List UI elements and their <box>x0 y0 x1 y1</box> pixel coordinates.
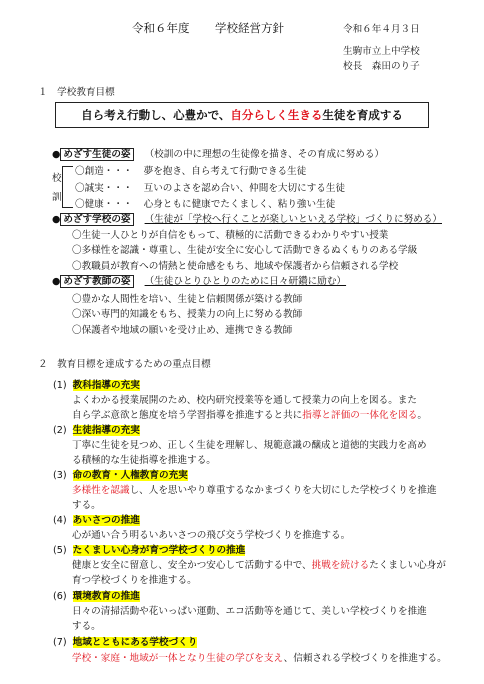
goal-title: 地域とともにある学校づくり <box>72 637 198 648</box>
goal-title: 教科指導の充実 <box>72 380 140 391</box>
list-item <box>75 196 335 210</box>
goal-1-line-2 <box>72 407 427 421</box>
goal-5-heading <box>53 542 245 556</box>
goal-number: (6) <box>53 591 67 602</box>
school-block-heading <box>52 211 442 225</box>
motto-text-start: 自ら考え行動し、心豊かで、 <box>81 108 231 122</box>
teachers-note: （生徒ひとりひとりのために日々研鑽に励む） <box>144 276 347 287</box>
goal-text: 自ら学ぶ意欲と態度を培う学習指導を推進すると共に <box>72 410 303 421</box>
goal-text-red: 学校・家庭・地域が一体となり生徒の学びを支え <box>72 653 284 664</box>
goal-title: たくましい心身が育つ学校づくりの推進 <box>72 545 246 556</box>
teachers-label: めざす教師の姿 <box>60 275 133 288</box>
list-item: 〇深い専門的知識をもち、授業力の向上に努める教師 <box>72 309 303 320</box>
section2-heading: ２ 教育目標を達成するための重点目標 <box>38 359 211 370</box>
goal-6-heading <box>53 588 140 602</box>
goal-5-line-2: 育つ学校づくりを推進する。 <box>72 575 197 586</box>
goal-title: 環境教育の推進 <box>72 591 140 602</box>
kokun-key: 〇創造・・・ <box>75 166 133 177</box>
kokun-bracket <box>62 166 73 208</box>
list-item: 〇保護者や地域の願いを受け止め、連携できる教師 <box>72 325 293 336</box>
school-label: めざす学校の姿 <box>60 213 133 226</box>
kokun-key: 〇健康・・・ <box>75 199 133 210</box>
kokun-char-2: 訓 <box>52 192 62 203</box>
bullet-icon: ● <box>52 214 61 225</box>
goal-number: (5) <box>53 545 67 556</box>
motto-text-end: 生徒を育成する <box>322 108 403 122</box>
goal-3-line-2: する。 <box>72 500 101 511</box>
goal-number: (1) <box>53 380 67 391</box>
list-item: 〇多様性を認識・尊重し、生徒が安全に安心して活動できるぬくもりのある学級 <box>72 245 418 256</box>
kokun-char-1: 校 <box>52 173 62 184</box>
list-item: 〇教職員が教育への情熱と使命感をもち、地域や保護者から信頼される学校 <box>72 261 399 272</box>
goal-text-red: 挑戦を続ける <box>311 560 370 571</box>
fiscal-year: 令和６年度 <box>132 21 190 35</box>
goal-text: 健康と安全に留意し、安全かつ安心して活動する中で、 <box>72 560 312 571</box>
list-item: 〇豊かな人間性を培い、生徒と信頼関係が築ける教師 <box>72 294 303 305</box>
school-name: 生駒市立上中学校 <box>343 46 420 57</box>
goal-number: (4) <box>53 515 67 526</box>
students-block-heading <box>52 146 384 160</box>
goal-5-line-1 <box>72 557 446 571</box>
goal-1-line-1: よくわかる授業展開のため、校内研究授業等を通して授業力の向上を図る。また <box>72 395 417 406</box>
list-item: 〇生徒一人ひとりが自信をもって、積極的に活動できるわかりやすい授業 <box>72 230 389 241</box>
bullet-icon: ● <box>52 149 61 160</box>
goal-title: 命の教育・人権教育の充実 <box>72 470 188 481</box>
kokun-key: 〇誠実・・・ <box>75 183 133 194</box>
students-label: めざす生徒の姿 <box>60 148 133 161</box>
list-item <box>75 180 345 194</box>
goal-number: (3) <box>53 470 67 481</box>
goal-3-line-1 <box>72 482 437 496</box>
goal-1-heading <box>53 377 140 391</box>
principal-name: 校長 森田のり子 <box>343 61 420 72</box>
goal-number: (7) <box>53 637 67 648</box>
goal-number: (2) <box>53 425 67 436</box>
goal-4-heading <box>53 512 140 526</box>
page-title: 学校経営方針 <box>215 21 284 35</box>
goal-text-red: 多様性を認識 <box>72 485 130 496</box>
section1-heading: １ 学校教育目標 <box>38 87 115 98</box>
goal-4-line-1: 心が通い合う明るいあいさつの飛び交う学校づくりを推進する。 <box>72 530 351 541</box>
goal-text: し、人を思いやり尊重するなかまづくりを大切にした学校づくりを推進 <box>129 485 437 496</box>
goal-text-red: 指導と評価の一体化を図る <box>302 410 418 421</box>
goal-title: あいさつの推進 <box>72 515 140 526</box>
kokun-text: 心身ともに健康でたくましく、粘り強い生徒 <box>143 199 336 210</box>
goal-2-line-1: 丁寧に生徒を見つめ、正しく生徒を理解し、規範意識の醸成と道徳的実践力を高め <box>72 440 427 451</box>
school-note: （生徒が「学校へ行くことが楽しいといえる学校」づくりに努める） <box>144 214 442 225</box>
goal-6-line-2: する。 <box>72 621 101 632</box>
teachers-block-heading <box>52 273 346 287</box>
students-note: （校訓の中に理想の生徒像を描き、その育成に努める） <box>144 149 385 160</box>
kokun-text: 夢を抱き、自ら考えて行動できる生徒 <box>143 166 307 177</box>
bullet-icon: ● <box>52 276 61 287</box>
issue-date: 令和６年４月３日 <box>343 24 420 35</box>
motto-text-red: 自分らしく生きる <box>230 108 323 122</box>
goal-text: 。 <box>417 410 427 421</box>
goal-6-line-1: 日々の清掃活動や花いっぱい運動、エコ活動等を通じて、美しい学校づくりを推進 <box>72 606 427 617</box>
goal-7-heading <box>53 634 197 648</box>
kokun-text: 互いのよさを認め合い、仲間を大切にする生徒 <box>143 183 346 194</box>
goal-text: たくましい心身が <box>369 560 446 571</box>
goal-7-line-1 <box>72 650 447 664</box>
list-item <box>75 163 306 177</box>
goal-title: 生徒指導の充実 <box>72 425 140 436</box>
goal-3-heading <box>53 467 188 481</box>
goal-text: 、信頼される学校づくりを推進する。 <box>283 653 447 664</box>
school-motto <box>55 102 429 128</box>
goal-2-heading <box>53 422 140 436</box>
goal-2-line-2: る積極的な生徒指導を推進する。 <box>72 455 216 466</box>
